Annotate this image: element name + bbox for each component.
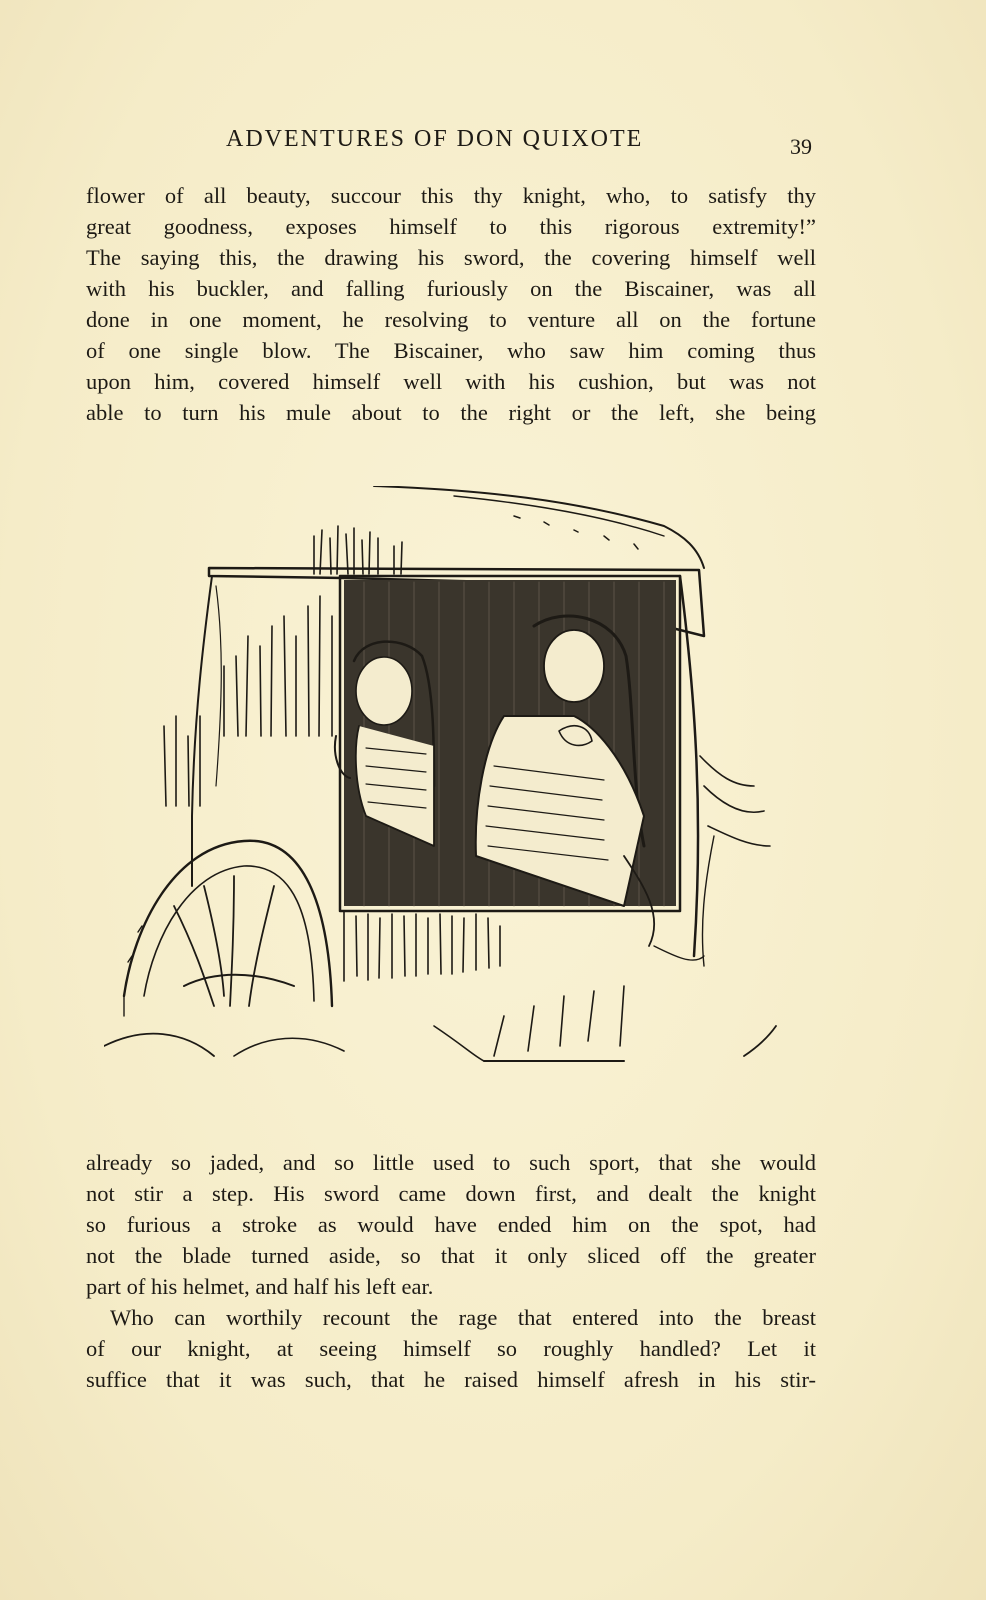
carriage-wheel: [124, 841, 332, 1016]
carriage-illustration-svg: [104, 486, 794, 1086]
text-line: part of his helmet, and half his left ear.: [86, 1274, 434, 1299]
text-line: so furious a stroke as would have ended him on the spot, had: [86, 1212, 816, 1237]
text-line: already so jaded, and so little used to such sport, that she would: [86, 1150, 816, 1175]
text-line: with his buckler, and falling furiously on the Biscainer, was all: [86, 276, 816, 301]
page-number: 39: [790, 134, 812, 159]
text-line: of our knight, at seeing himself so roughly handled? Let it: [86, 1336, 816, 1361]
text-line: upon him, covered himself well with his cushion, but was not: [86, 369, 816, 394]
text-line: not the blade turned aside, so that it only sliced off the greater: [86, 1243, 816, 1268]
text-block-bottom: [86, 1147, 816, 1395]
text-line: flower of all beauty, succour this thy knight, who, to satisfy thy: [86, 183, 816, 208]
text-line: done in one moment, he resolving to venture all on the fortune: [86, 307, 816, 332]
running-head: [0, 126, 986, 160]
text-line: suffice that it was such, that he raised himself afresh in his stir-: [86, 1367, 816, 1392]
text-line: able to turn his mule about to the right or the left, she being: [86, 400, 816, 425]
carriage-engraving: [104, 486, 794, 1086]
text-line: of one single blow. The Biscainer, who saw him coming thus: [86, 338, 816, 363]
carriage-body-side: [192, 576, 212, 886]
text-block-top: [86, 180, 816, 428]
text-line: not stir a step. His sword came down first, and dealt the knight: [86, 1181, 816, 1206]
text-line: The saying this, the drawing his sword, the covering himself well: [86, 245, 816, 270]
text-line: great goodness, exposes himself to this rigorous extremity!”: [86, 214, 816, 239]
running-title: ADVENTURES OF DON QUIXOTE: [226, 126, 644, 152]
text-line: Who can worthily recount the rage that entered into the breast: [110, 1305, 816, 1330]
